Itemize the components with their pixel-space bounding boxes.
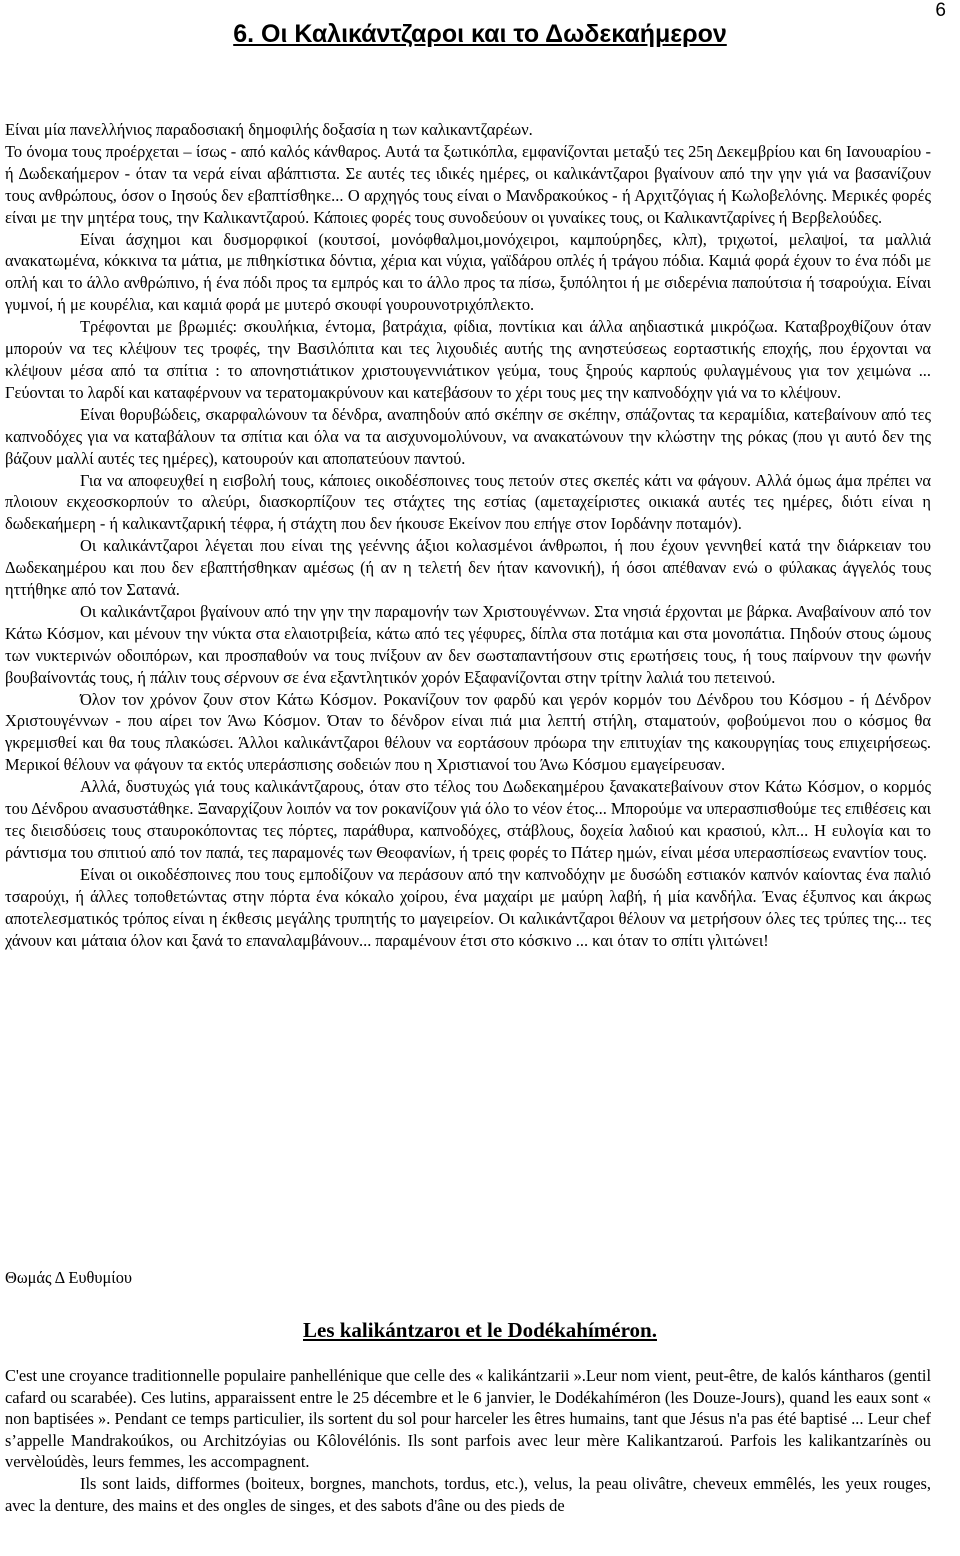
greek-paragraph: Το όνομα τους προέρχεται – ίσως - από καλός κάνθαρος. Αυτά τα ξωτικόπλα, εμφανίζονται μεταξύ τες 25η Δεκεμβρίου και 6η Ιανουαρίου - ή Δωδεκαήμερον - όταν τα νερά είναι αβάπτιστα. Σε αυτές τες ιδικές ημέρες, οι καλικάντζαροι βγαίνουν από την γην γιά να βασανίζουν τους ανθρώπους, όσον ο Ιησούς δεν εβαπτίσθηκε... Ο αρχηγός τους είναι ο Μανδρακούκος - ή Αρχιτζόγιας ή Κωλοβελόνης. Μερικές φορές είναι με την μητέρα τους, την Καλικαντζαρού. Κάποιες φορές τους συνοδεύουν οι γυναίκες τους, οι Καλικαντζαρίνες ή Βερβελούδες. [5,141,931,227]
greek-paragraph: Για να αποφευχθεί η εισβολή τους, κάποιες οικοδέσποινες τους πετούν στες σκεπές κάτι να φάγουν. Αλλά όμως άμα πρέπει να πλοιουν εκχεοσκορπούν το αλεύρι, διασκορπίζουν τες στάχτες της εστίας (αμεταχείριστες οικιακά αυτές τες ημέρες, διότι είναι η δωδεκαήμερη - ή καλικαντζαρική τέφρα, ή στάχτη που δεν ήκουσε Εκείνον που επήγε στον Ιορδάνην ποταμόν). [5,470,931,534]
french-title: Les kalikántzaroι et le Dodékahíméron. [303,1318,657,1342]
page-number: 6 [935,0,946,21]
greek-paragraph: Είναι οι οικοδέσποινες που τους εμποδίζουν να περάσουν από την καπνοδόχην με δυσώδη εστιακόν καπνόν καίοντας ένα παλιό τσαρούχι, ή άλλες τοποθετώντας στην πόρτα ένα κόκαλο χοίρου, ένα μαχαίρι με μαύρη λαβή, ή μία κανδήλα. Ένας έξυπνος και άκρως αποτελεσματικός τρόπος είναι η έκθεσις μεγάλης τρυπητής το μαγειρείον. Οι καλικάντζαροι θέλουν να μετρήσουν όλες τες τρύπες της... τες χάνουν και μάταια όλον και ξανά το επαναλαμβάνουν... παραμένουν έτσι στο κόσκινο ... και όταν το σπίτι γλιτώνει! [5,864,931,950]
greek-paragraph: Είναι θορυβώδεις, σκαρφαλώνουν τα δένδρα, αναπηδούν από σκέπην σε σκέπην, σπάζοντας τα κεραμίδια, κατεβαίνουν από τες καπνοδόχες για να καταβάλουν τα σπίτια και όλα να τα αισχυνομολύνουν, να ανακατώνουν την κλώστην της ρόκας (που γι αυτό δεν της βάζουν μαλλί αυτές τες ημέρες), κατουρούν και αποπατεύουν παντού. [5,404,931,468]
author-signature: Θωμάς Δ Ευθυμίου [5,1268,133,1287]
greek-paragraph: Όλον τον χρόνον ζουν στον Κάτω Κόσμον. Ροκανίζουν τον φαρδύ και γερόν κορμόν του Δένδρου του Κόσμου - ή Δένδρον Χριστουγέννων - που αίρει τον Άνω Κόσμον. Όταν το δένδρον είναι πιά μια λεπτή στήλη, σταματούν, φοβούμενοι που ο κόσμος θα γκρεμισθεί και θα τους πλακώσει. Άλλοι καλικάντζαροι θέλουν να εορτάσουν πρόωρα την επιτυχίαν της κακουργηίας τους επιχειρήσεως. Μερικοί θέλουν να φάγουν τα εκτός υπεράσπισης σοδειών που η Χριστιανοί του Άνω Κόσμου εμαγείρευσαν. [5,689,931,775]
greek-paragraph: Οι καλικάντζαροι βγαίνουν από την γην την παραμονήν των Χριστουγέννων. Στα νησιά έρχονται με βάρκα. Αναβαίνουν από τον Κάτω Κόσμον, και μένουν την νύκτα στα ελαιοτριβεία, κάτω από τες γέφυρες, δίπλα στα ποτάμια και στα μονοπάτια. Πηδούν στους ώμους των νυκτερινών οδοιπόρων, και προσπαθούν να τους πνίξουν αν δεν σωσταπαντήσουν στις ερωτήσεις τους, ή τους παίρνουν την φωνήν βουβαίνοντάς τους, ή πάλιν τους σέρνουν σε ένα εξαντλητικόν χορόν Εξαφανίζονται στην τρίτην λαλιά του πετεινού. [5,601,931,687]
greek-paragraph: Αλλά, δυστυχώς γιά τους καλικάντζαρους, όταν στο τέλος του Δωδεκαημέρου ξανακατεβαίνουν στον Κάτω Κόσμον, ο κορμός του Δένδρου ανασυστάθηκε. Ξαναρχίζουν λοιπόν να τον ροκανίζουν γιά όλο το νέον έτος... Μπορούμε να υπερασπισθούμε τες επιθέσεις και τες διεισδύσεις τους σταυροκόποντας τες πόρτες, παράθυρα, καπνοδόχες, στάβλους, δοχεία λαδιού και κρασιού, κλπ... Η ευλογία και το ράντισμα του σπιτιού από τον παπά, τες παραμονές των Θεοφανίων, ή τρεις φορές το Πάτερ ημών, είναι μέσα υπερασπίσεως εναντίον τους. [5,777,931,862]
french-paragraph: Ils sont laids, difformes (boiteux, borgnes, manchots, tordus, etc.), velus, la peau olivâtre, cheveux emmêlés, les yeux rouges, avec la denture, des mains et des ongles de singes, et des sabots d'âne ou des pieds de [5,1473,931,1515]
greek-paragraph: Τρέφονται με βρωμιές: σκουλήκια, έντομα, βατράχια, φίδια, ποντίκια και άλλα αηδιαστικά μικρόζωα. Καταβροχθίζουν όταν μπορούν να τες κλέψουν τες τροφές, την Βασιλόπιτα και τες λιχουδιές αυτής της ανηστεύσεως εορταστικής εποχής, που έρχονται να κλέψουν μέσα από τα σπίτια : το απονηστιάτικον χριστουγεννιάτικον γεύμα, τους ξηρούς καρπούς φυλαγμένους για τον χειμώνα ... Γεύονται το λαρδί και καταφέρνουν να τερατομακρύνουν και κατεβάσουν το χέρι τους μες την καπνοδόχην γιά να το κλέψουν. [5,317,931,402]
greek-paragraph: Είναι μία πανελλήνιος παραδοσιακή δημοφιλής δοξασία η των καλικαντζαρέων. [5,120,533,139]
greek-paragraph: Είναι άσχημοι και δυσμορφικοί (κουτσοί, μονόφθαλμοι,μονόχειροι, καμπούρηδες, κλπ), τριχωτοί, μελαψοί, τα μαλλιά ανακατωμένα, κόκκινα τα μάτια, με πιθηκίστικα δόντια, χέρια και νύχια, γαϊδάρου οπλές ή τράγου πόδια. Καμιά φορά έχουν το ένα πόδι με οπλή και το άλλο ανθρώπινο, ή ένα πόδι προς τα εμπρός και το άλλο προς τα πίσω, ξυπόλητοι ή με σιδερένια παπούτσια ή τσαρούχια. Είναι γυμνοί, ή με κουρέλια, και καμιά φορά με μυτερό σκουφί γουρουνοτριχόπλεκτο. [5,229,931,315]
greek-text-body [5,119,931,951]
greek-paragraph: Οι καλικάντζαροι λέγεται που είναι της γεέννης άξιοι κολασμένοι άνθρωποι, ή που έχουν γεννηθεί κατά την διάρκειαν του Δωδεκαημέρου και που δεν εβαπτήσθηκαν αμέσως (ή αν η τελετή δεν ήταν κανονική), ή όσοι απέθαναν ενώ ο φύλακας άγγελός τους ηττήθηκε από τον Σατανά. [5,536,931,600]
french-text-body [5,1365,931,1516]
page-title: 6. Οι Καλικάντζαροι και το Δωδεκαήμερον [233,20,727,48]
french-paragraph: C'est une croyance traditionnelle populaire panhellénique que celle des « kalikántzarii ».Leur nom vient, peut-être, de kalós kántharos (gentil cafard ou scarabée). Ces lutins, apparaissent entre le 25 décembre et le 6 janvier, le Dodékahíméron (les Douze-Jours), quand les eaux sont « non baptisées ». Pendant ce temps particulier, ils sortent du sol pour harceler les êtres humains, tant que Jésus n'a pas été baptisé ... Leur chef s’appelle Mandrakoúkos, ou Architzóyias ou Kôlovélónis. Ils sont parfois avec leur mère Kalikantzaroú. Parfois les kalikantzarínès ou vervèloúdès, leurs femmes, les accompagnent. [5,1366,931,1472]
